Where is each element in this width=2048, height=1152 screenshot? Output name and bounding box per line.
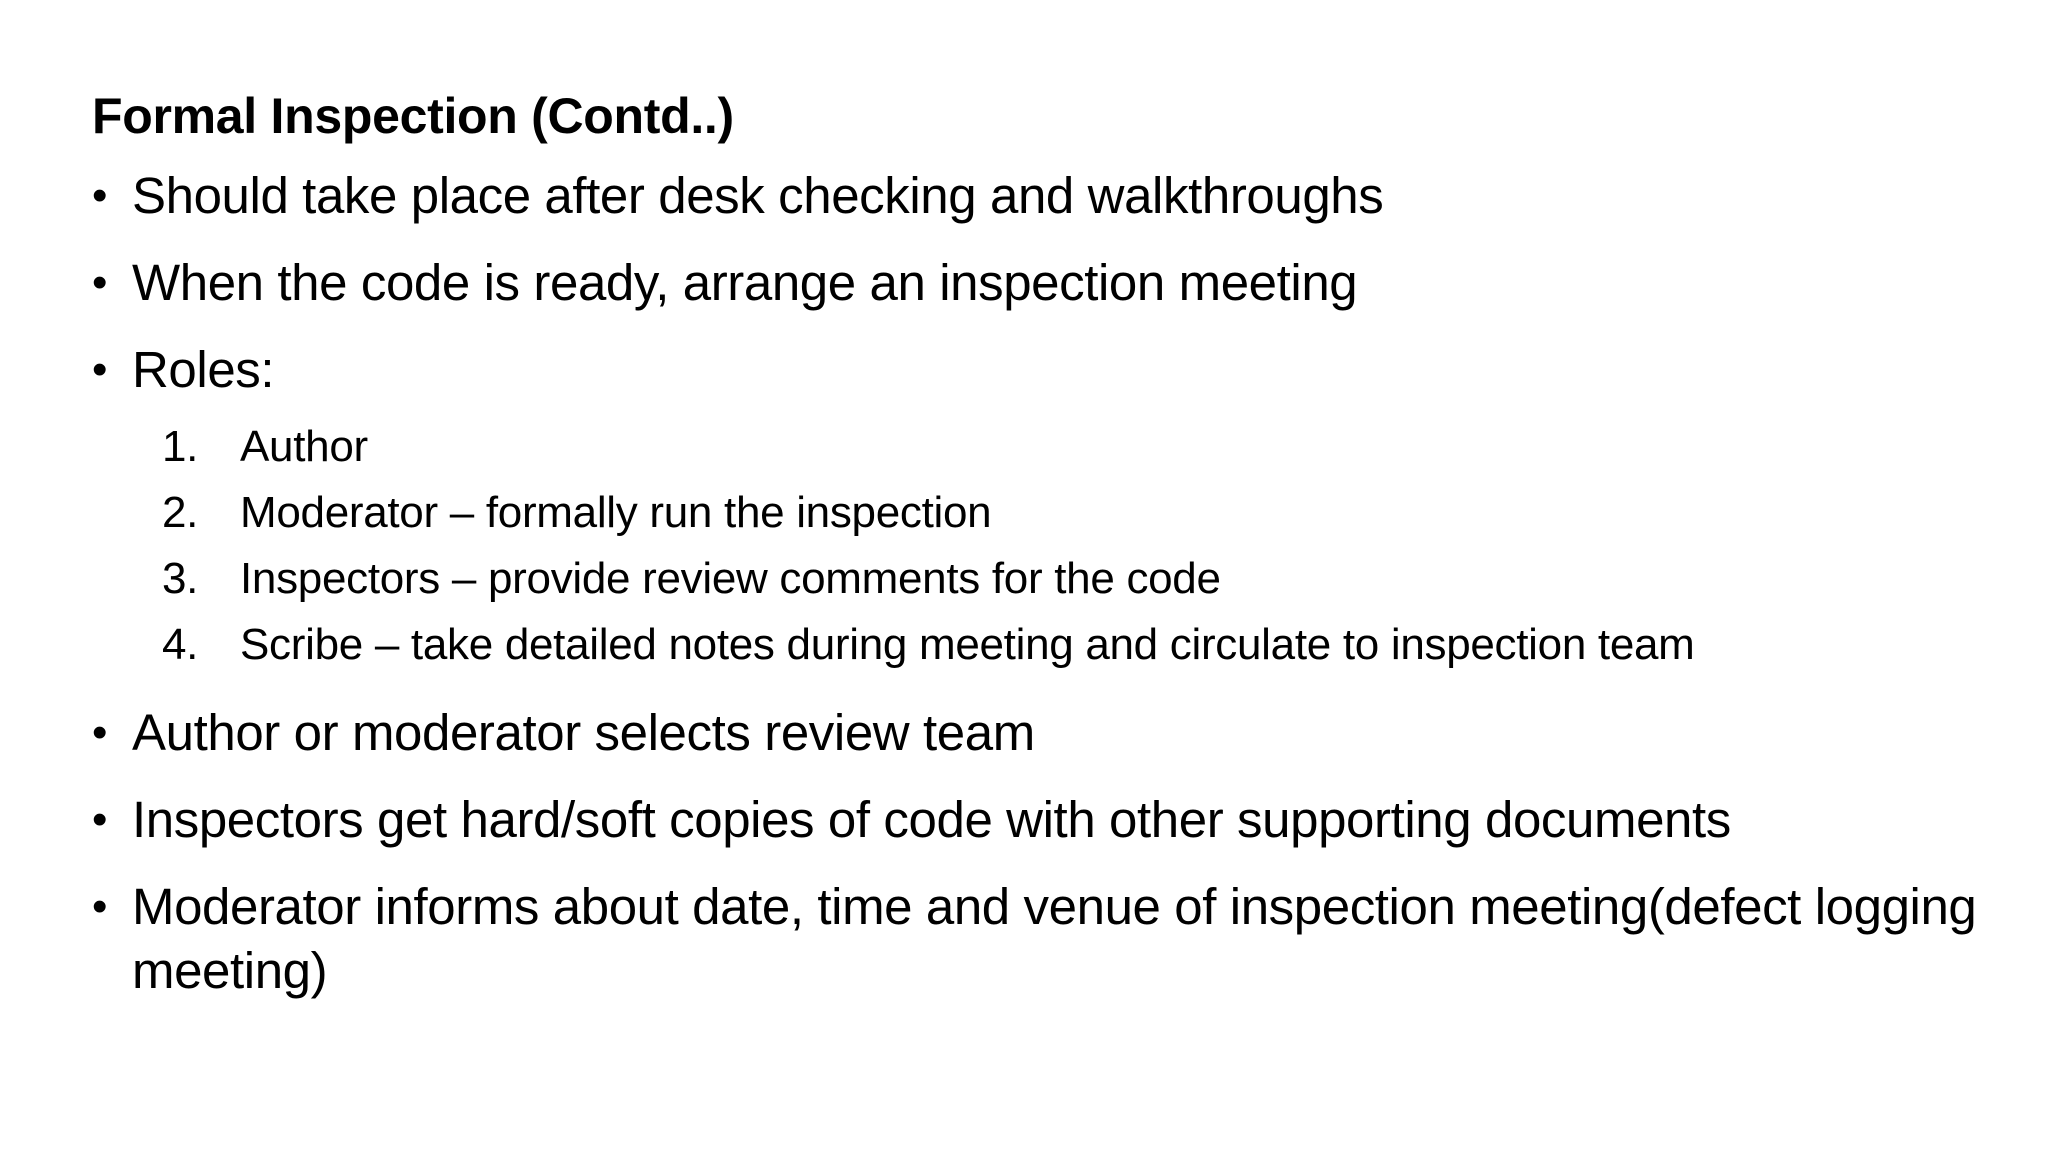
bullet-dot-icon: • bbox=[92, 882, 108, 931]
roles-list bbox=[162, 414, 1992, 678]
bullet-text: Should take place after desk checking and walkthroughs bbox=[132, 167, 1384, 224]
bullet-dot-icon: • bbox=[92, 258, 108, 307]
slide-title: Formal Inspection (Contd..) bbox=[92, 88, 734, 144]
role-number: 1. bbox=[162, 422, 199, 471]
role-text: Moderator – formally run the inspection bbox=[240, 488, 992, 537]
role-item bbox=[162, 612, 1992, 678]
bullet-item bbox=[92, 164, 1992, 228]
bullet-item bbox=[92, 788, 1992, 852]
role-item bbox=[162, 546, 1992, 612]
role-text: Inspectors – provide review comments for the code bbox=[240, 554, 1221, 603]
bullet-dot-icon: • bbox=[92, 708, 108, 757]
bullet-text: When the code is ready, arrange an inspection meeting bbox=[132, 254, 1358, 311]
bullet-text: Roles: bbox=[132, 341, 275, 398]
role-number: 2. bbox=[162, 488, 199, 537]
bullet-item bbox=[92, 251, 1992, 315]
role-number: 4. bbox=[162, 620, 199, 669]
role-item bbox=[162, 480, 1992, 546]
role-text: Scribe – take detailed notes during meeting and circulate to inspection team bbox=[240, 620, 1695, 669]
bullet-dot-icon: • bbox=[92, 171, 108, 220]
slide-content bbox=[92, 86, 1992, 1026]
bullet-dot-icon: • bbox=[92, 345, 108, 394]
bullet-dot-icon: • bbox=[92, 795, 108, 844]
bullet-text: Author or moderator selects review team bbox=[132, 704, 1035, 761]
role-text: Author bbox=[240, 422, 368, 471]
bullet-item bbox=[92, 701, 1992, 765]
role-number: 3. bbox=[162, 554, 199, 603]
bullet-item bbox=[92, 875, 1992, 1003]
bullet-text: Inspectors get hard/soft copies of code with other supporting documents bbox=[132, 791, 1731, 848]
role-item bbox=[162, 414, 1992, 480]
bullet-text: Moderator informs about date, time and venue of inspection meeting(defect logging meeting) bbox=[132, 878, 1977, 999]
bullet-list bbox=[92, 164, 1992, 1003]
bullet-item bbox=[92, 338, 1992, 678]
